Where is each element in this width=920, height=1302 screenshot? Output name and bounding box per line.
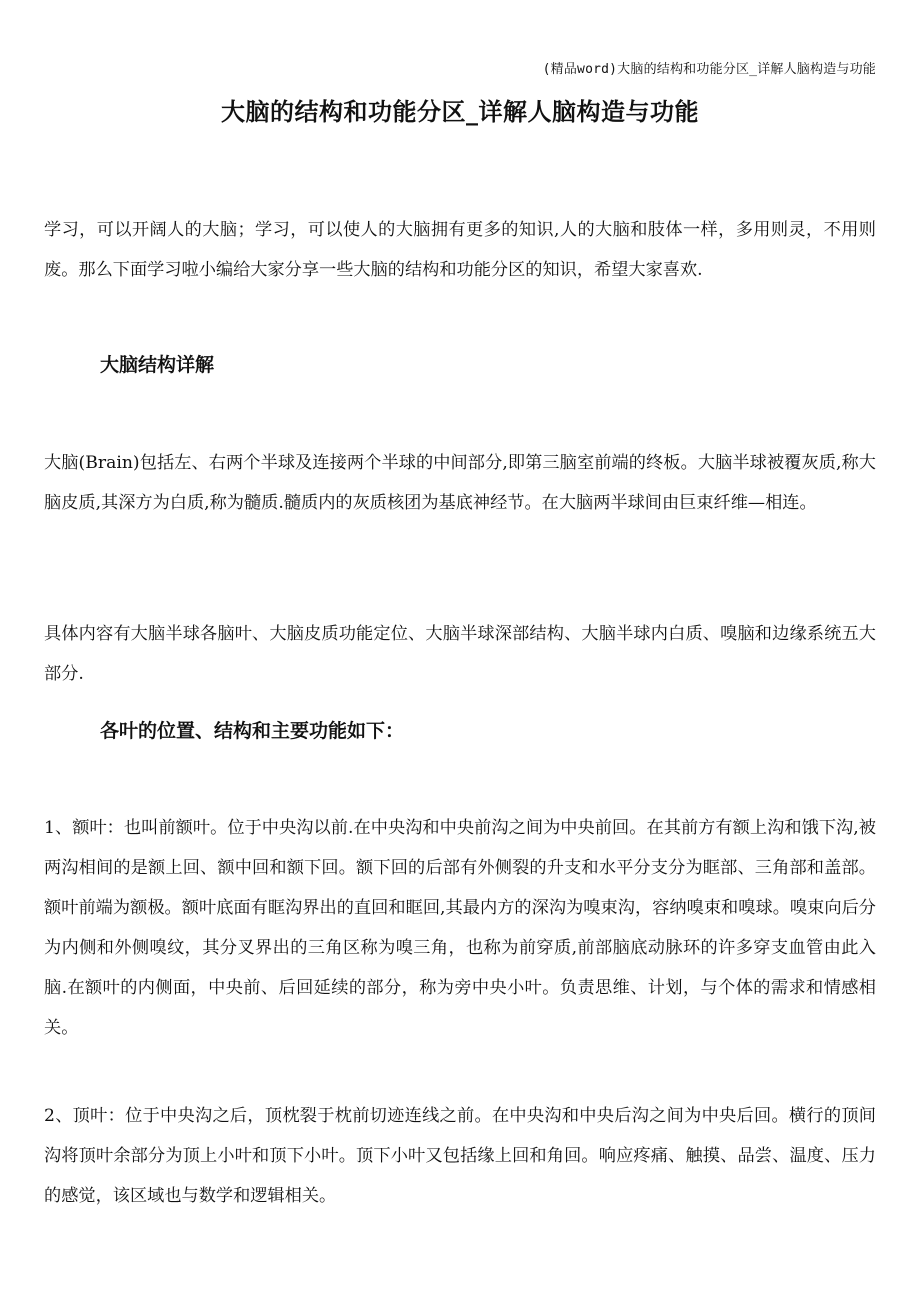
- section-heading-lobes: 各叶的位置、结构和主要功能如下：: [100, 720, 405, 742]
- brain-parts-paragraph: 具体内容有大脑半球各脑叶、大脑皮质功能定位、大脑半球深部结构、大脑半球内白质、嗅脑和边缘系统五大部分.: [44, 624, 876, 684]
- running-header: (精品word)大脑的结构和功能分区_详解人脑构造与功能: [542, 62, 876, 77]
- page-title: 大脑的结构和功能分区_详解人脑构造与功能: [221, 98, 699, 126]
- brain-overview-paragraph: 大脑(Brain)包括左、右两个半球及连接两个半球的中间部分,即第三脑室前端的终板。大脑半球被覆灰质,称大脑皮质,其深方为白质,称为髓质.髓质内的灰质核团为基底神经节。在大脑两半球间由巨束纤维—相连。: [44, 453, 876, 513]
- parietal-lobe-paragraph: 2、顶叶：位于中央沟之后，顶枕裂于枕前切迹连线之前。在中央沟和中央后沟之间为中央后回。横行的顶间沟将顶叶余部分为顶上小叶和顶下小叶。顶下小叶又包括缘上回和角回。响应疼痛、触摸、品尝、温度、压力的感觉，该区域也与数学和逻辑相关。: [44, 1106, 876, 1206]
- frontal-lobe-paragraph: 1、额叶：也叫前额叶。位于中央沟以前.在中央沟和中央前沟之间为中央前回。在其前方有额上沟和饿下沟,被两沟相间的是额上回、额中回和额下回。额下回的后部有外侧裂的升支和水平分支分为眶部、三角部和盖部。额叶前端为额极。额叶底面有眶沟界出的直回和眶回,其最内方的深沟为嗅束沟，容纳嗅束和嗅球。嗅束向后分为内侧和外侧嗅纹，其分叉界出的三角区称为嗅三角，也称为前穿质,前部脑底动脉环的许多穿支血管由此入脑.在额叶的内侧面，中央前、后回延续的部分，称为旁中央小叶。负责思维、计划，与个体的需求和情感相关。: [44, 818, 876, 1038]
- section-heading-brain-structure: 大脑结构详解: [100, 354, 215, 376]
- intro-paragraph: 学习，可以开阔人的大脑；学习，可以使人的大脑拥有更多的知识,人的大脑和肢体一样，多用则灵，不用则废。那么下面学习啦小编给大家分享一些大脑的结构和功能分区的知识，希望大家喜欢.: [44, 220, 876, 280]
